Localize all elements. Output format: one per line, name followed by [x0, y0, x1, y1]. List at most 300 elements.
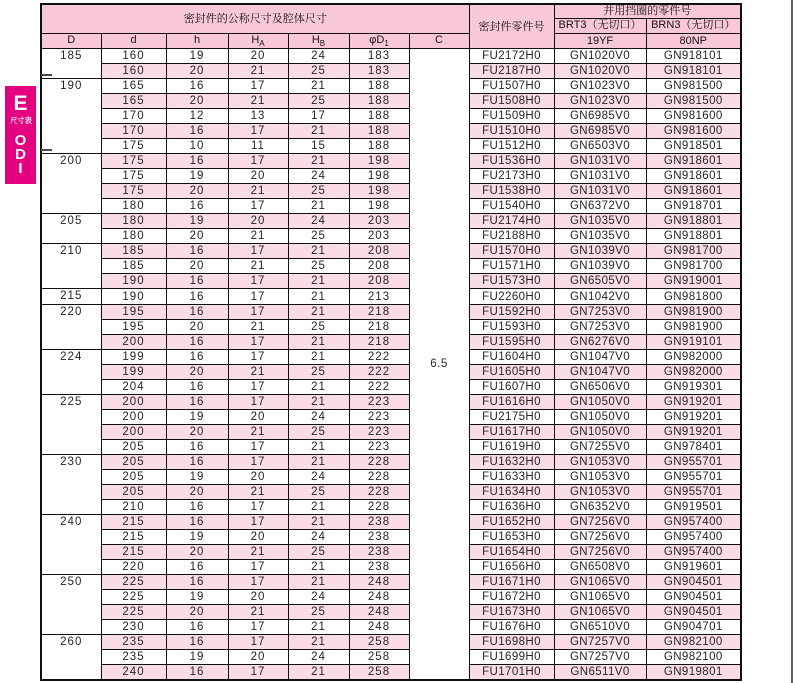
- seal-part-number-cell: FU1673H0: [469, 605, 554, 620]
- dimension-cell: 17: [288, 109, 349, 124]
- seal-part-number-cell: FU1507H0: [469, 79, 554, 94]
- brt3-ring-part-cell: GN7256V0: [554, 545, 646, 560]
- dimension-cell: 20: [166, 365, 228, 380]
- dimension-cell: 218: [349, 320, 409, 335]
- dimension-cell: 195: [101, 320, 166, 335]
- dimension-cell: 215: [101, 530, 166, 545]
- dimension-cell: 17: [228, 635, 288, 650]
- table-row: [41, 154, 741, 169]
- table-row: [41, 365, 741, 380]
- col-header-D: D: [41, 33, 101, 49]
- seal-part-number-cell: FU1605H0: [469, 365, 554, 380]
- page-edge-line: [791, 0, 793, 683]
- dimension-cell: 203: [349, 214, 409, 229]
- table-row: [41, 395, 741, 410]
- dimension-cell: 20: [166, 64, 228, 79]
- dimension-cell: 16: [166, 440, 228, 455]
- fold-mark: [41, 74, 52, 76]
- seal-part-number-cell: FU1592H0: [469, 305, 554, 320]
- brt3-ring-part-cell: GN7253V0: [554, 305, 646, 320]
- brt3-ring-part-cell: GN6508V0: [554, 560, 646, 575]
- dimension-cell: 17: [228, 199, 288, 214]
- dimension-cell: 16: [166, 274, 228, 289]
- brn3-ring-part-cell: GN919201: [646, 425, 741, 440]
- brt3-ring-part-cell: GN1047V0: [554, 350, 646, 365]
- table-row: [41, 320, 741, 335]
- dimension-cell: 25: [288, 229, 349, 244]
- dimension-cell: 15: [288, 139, 349, 154]
- seal-part-number-cell: FU1634H0: [469, 485, 554, 500]
- brt3-ring-part-cell: GN7257V0: [554, 635, 646, 650]
- dimension-cell: 17: [228, 575, 288, 590]
- diameter-group-cell: 250: [41, 575, 101, 635]
- dimension-cell: 21: [288, 154, 349, 169]
- series-letter: I: [18, 160, 23, 177]
- brt3-ring-part-cell: GN1050V0: [554, 395, 646, 410]
- dimension-cell: 16: [166, 455, 228, 470]
- dimension-cell: 21: [288, 575, 349, 590]
- table-row: [41, 64, 741, 79]
- diameter-group-cell: 200: [41, 154, 101, 214]
- table-row: [41, 575, 741, 590]
- dimension-cell: 20: [166, 485, 228, 500]
- dimension-cell: 222: [349, 350, 409, 365]
- dimension-cell: 228: [349, 485, 409, 500]
- dimension-cell: 21: [288, 455, 349, 470]
- table-row: [41, 650, 741, 665]
- dimension-cell: 183: [349, 64, 409, 79]
- dimension-cell: 21: [228, 425, 288, 440]
- dimension-cell: 238: [349, 545, 409, 560]
- dimension-cell: 248: [349, 620, 409, 635]
- brt3-ring-part-cell: GN1020V0: [554, 64, 646, 79]
- seal-part-number-cell: FU1604H0: [469, 350, 554, 365]
- ring-code-19yf-header: 19YF: [554, 33, 646, 49]
- diameter-group-cell: 260: [41, 635, 101, 680]
- dimension-cell: 165: [101, 79, 166, 94]
- dimension-cell: 21: [228, 545, 288, 560]
- dimension-cell: 17: [228, 335, 288, 350]
- table-row: [41, 79, 741, 94]
- dimension-cell: 21: [288, 335, 349, 350]
- brn3-ring-part-cell: GN918701: [646, 199, 741, 214]
- dimension-cell: 198: [349, 169, 409, 184]
- seal-part-number-cell: FU1652H0: [469, 515, 554, 530]
- dimension-cell: 198: [349, 154, 409, 169]
- table-row: [41, 199, 741, 214]
- seal-part-number-header: 密封件零件号: [469, 4, 554, 49]
- dimension-cell: 225: [101, 590, 166, 605]
- seal-part-number-cell: FU1540H0: [469, 199, 554, 214]
- brn3-ring-part-cell: GN904701: [646, 620, 741, 635]
- dimension-cell: 19: [166, 650, 228, 665]
- brt3-ring-part-cell: GN7256V0: [554, 515, 646, 530]
- seal-part-number-cell: FU1571H0: [469, 259, 554, 274]
- dimension-cell: 21: [228, 365, 288, 380]
- brn3-ring-part-cell: GN955701: [646, 470, 741, 485]
- brn3-ring-part-cell: GN919801: [646, 665, 741, 680]
- brt3-ring-part-cell: GN1031V0: [554, 169, 646, 184]
- dimension-cell: 200: [101, 410, 166, 425]
- seal-part-number-cell: FU1676H0: [469, 620, 554, 635]
- brn3-ring-part-cell: GN919601: [646, 560, 741, 575]
- dimension-cell: 21: [228, 64, 288, 79]
- dimension-cell: 17: [228, 440, 288, 455]
- table-row: [41, 635, 741, 650]
- brn3-ring-part-cell: GN981700: [646, 244, 741, 259]
- brn3-ring-part-cell: GN982100: [646, 650, 741, 665]
- dimension-cell: 223: [349, 395, 409, 410]
- dimension-cell: 24: [288, 530, 349, 545]
- brn3-ring-part-cell: GN982100: [646, 635, 741, 650]
- dimension-cell: 17: [228, 515, 288, 530]
- dimension-cell: 220: [101, 560, 166, 575]
- table-row: [41, 500, 741, 515]
- dimension-cell: 20: [228, 470, 288, 485]
- table-row: [41, 109, 741, 124]
- seal-part-number-cell: FU1570H0: [469, 244, 554, 259]
- table-row: [41, 184, 741, 199]
- dimension-cell: 25: [288, 320, 349, 335]
- dimension-cell: 16: [166, 635, 228, 650]
- brn3-ring-part-cell: GN904501: [646, 575, 741, 590]
- dimension-cell: 19: [166, 214, 228, 229]
- dimension-cell: 21: [288, 199, 349, 214]
- brt3-ring-part-cell: GN1065V0: [554, 590, 646, 605]
- seal-part-number-cell: FU1619H0: [469, 440, 554, 455]
- dimension-cell: 188: [349, 124, 409, 139]
- dimension-cell: 238: [349, 530, 409, 545]
- seal-part-number-cell: FU1632H0: [469, 455, 554, 470]
- dimension-cell: 190: [101, 274, 166, 289]
- seal-part-number-cell: FU1698H0: [469, 635, 554, 650]
- dimension-cell: 199: [101, 350, 166, 365]
- seal-dimensions-table: [40, 3, 742, 681]
- dimension-cell: 203: [349, 229, 409, 244]
- brn3-ring-part-cell: GN918601: [646, 169, 741, 184]
- dimension-cell: 19: [166, 470, 228, 485]
- dimension-cell: 235: [101, 635, 166, 650]
- brn3-ring-part-cell: GN982000: [646, 350, 741, 365]
- col-header-h: h: [166, 33, 228, 49]
- seal-part-number-cell: FU1654H0: [469, 545, 554, 560]
- brt3-ring-part-cell: GN1047V0: [554, 365, 646, 380]
- dimension-cell: 20: [228, 214, 288, 229]
- table-row: [41, 485, 741, 500]
- table-row: [41, 169, 741, 184]
- seal-part-number-cell: FU1607H0: [469, 380, 554, 395]
- table-row: [41, 440, 741, 455]
- seal-part-number-cell: FU2174H0: [469, 214, 554, 229]
- brn3-ring-part-cell: GN981800: [646, 289, 741, 305]
- dimension-cell: 228: [349, 500, 409, 515]
- table-row: [41, 545, 741, 560]
- dimension-cell: 205: [101, 485, 166, 500]
- ring-type-brn3-header: BRN3（无切口）: [646, 18, 741, 33]
- dimension-cell: 188: [349, 79, 409, 94]
- seal-part-number-cell: FU2260H0: [469, 289, 554, 305]
- dimension-cell: 17: [228, 79, 288, 94]
- fold-mark: [41, 149, 52, 151]
- dimension-cell: 223: [349, 410, 409, 425]
- dimension-cell: 165: [101, 94, 166, 109]
- dimension-cell: 21: [288, 635, 349, 650]
- brt3-ring-part-cell: GN1020V0: [554, 49, 646, 64]
- dimension-cell: 17: [228, 620, 288, 635]
- diameter-group-cell: 224: [41, 350, 101, 395]
- dimension-cell: 16: [166, 575, 228, 590]
- dimension-cell: 188: [349, 139, 409, 154]
- dimension-cell: 24: [288, 49, 349, 64]
- brt3-ring-part-cell: GN1023V0: [554, 79, 646, 94]
- seal-part-number-cell: FU1538H0: [469, 184, 554, 199]
- brt3-ring-part-cell: GN6372V0: [554, 199, 646, 214]
- dimension-cell: 21: [228, 485, 288, 500]
- dimension-cell: 248: [349, 575, 409, 590]
- dimension-cell: 21: [288, 79, 349, 94]
- dimension-cell: 248: [349, 590, 409, 605]
- dimension-cell: 19: [166, 530, 228, 545]
- dimension-cell: 240: [101, 665, 166, 680]
- dimension-cell: 13: [228, 109, 288, 124]
- seal-part-number-cell: FU1616H0: [469, 395, 554, 410]
- brn3-ring-part-cell: GN919201: [646, 410, 741, 425]
- col-header-phiD1: $\varphi D_1$: [349, 33, 409, 49]
- dimension-cell: 208: [349, 244, 409, 259]
- dimension-cell: 17: [228, 560, 288, 575]
- brn3-ring-part-cell: GN981700: [646, 259, 741, 274]
- series-letter: O: [14, 132, 27, 149]
- dimension-cell: 170: [101, 109, 166, 124]
- brn3-ring-part-cell: GN919001: [646, 274, 741, 289]
- diameter-group-cell: 190: [41, 79, 101, 154]
- table-row: [41, 259, 741, 274]
- dimension-cell: 16: [166, 380, 228, 395]
- brn3-ring-part-cell: GN955701: [646, 485, 741, 500]
- brt3-ring-part-cell: GN1050V0: [554, 425, 646, 440]
- dimension-cell: 180: [101, 229, 166, 244]
- dimension-cell: 223: [349, 440, 409, 455]
- dimension-cell: 16: [166, 500, 228, 515]
- brn3-ring-part-cell: GN918801: [646, 229, 741, 244]
- dimension-cell: 20: [166, 184, 228, 199]
- dimension-cell: 20: [228, 650, 288, 665]
- dimension-cell: 17: [228, 124, 288, 139]
- diameter-group-cell: 240: [41, 515, 101, 575]
- seal-part-number-cell: FU1536H0: [469, 154, 554, 169]
- dimension-cell: 205: [101, 455, 166, 470]
- dimension-cell: 25: [288, 485, 349, 500]
- dimension-cell: 175: [101, 184, 166, 199]
- dimension-cell: 21: [228, 320, 288, 335]
- dimension-cell: 210: [101, 500, 166, 515]
- dimension-cell: 10: [166, 139, 228, 154]
- dimension-cell: 198: [349, 184, 409, 199]
- brt3-ring-part-cell: GN6985V0: [554, 124, 646, 139]
- dimension-cell: 25: [288, 64, 349, 79]
- section-tab: [5, 86, 36, 184]
- dimension-cell: 21: [288, 350, 349, 365]
- table-row: [41, 620, 741, 635]
- section-tab-letter: E: [13, 92, 28, 115]
- diameter-group-cell: 225: [41, 395, 101, 455]
- dimension-cell: 16: [166, 560, 228, 575]
- dimension-cell: 195: [101, 305, 166, 320]
- dimension-cell: 248: [349, 605, 409, 620]
- dimension-cell: 17: [228, 274, 288, 289]
- dimension-cell: 258: [349, 650, 409, 665]
- diameter-group-cell: 210: [41, 244, 101, 289]
- seal-part-number-cell: FU2187H0: [469, 64, 554, 79]
- dimension-cell: 16: [166, 199, 228, 214]
- dimension-cell: 208: [349, 259, 409, 274]
- table-row: [41, 590, 741, 605]
- dimension-cell: 160: [101, 64, 166, 79]
- dimension-cell: 16: [166, 350, 228, 365]
- brt3-ring-part-cell: GN1039V0: [554, 244, 646, 259]
- seal-part-number-cell: FU1699H0: [469, 650, 554, 665]
- table-row: [41, 350, 741, 365]
- dimension-cell: 190: [101, 289, 166, 305]
- section-tab-label: 尺寸表: [9, 116, 32, 125]
- dimension-cell: 21: [288, 274, 349, 289]
- brn3-ring-part-cell: GN957400: [646, 515, 741, 530]
- table-row: [41, 305, 741, 320]
- dimension-cell: 238: [349, 560, 409, 575]
- brt3-ring-part-cell: GN1053V0: [554, 470, 646, 485]
- dimension-cell: 258: [349, 635, 409, 650]
- dimension-cell: 21: [288, 244, 349, 259]
- table-row: [41, 410, 741, 425]
- dimension-cell: 20: [228, 169, 288, 184]
- dimension-cell: 24: [288, 470, 349, 485]
- dimension-cell: 25: [288, 605, 349, 620]
- dimension-cell: 19: [166, 169, 228, 184]
- seal-part-number-cell: FU2173H0: [469, 169, 554, 184]
- dimension-cell: 175: [101, 154, 166, 169]
- dimension-cell: 228: [349, 470, 409, 485]
- brn3-ring-part-cell: GN918501: [646, 139, 741, 154]
- dimension-cell: 17: [228, 305, 288, 320]
- dimension-cell: 205: [101, 470, 166, 485]
- table-row: [41, 470, 741, 485]
- dimension-cell: 16: [166, 665, 228, 680]
- dimension-cell: 17: [228, 289, 288, 305]
- table-row: [41, 605, 741, 620]
- table-row: [41, 244, 741, 259]
- dimension-cell: 21: [288, 440, 349, 455]
- table-row: [41, 455, 741, 470]
- dimension-cell: 17: [228, 350, 288, 365]
- brn3-ring-part-cell: GN919201: [646, 395, 741, 410]
- dimension-cell: 16: [166, 79, 228, 94]
- dimension-cell: 25: [288, 259, 349, 274]
- brn3-ring-part-cell: GN918601: [646, 184, 741, 199]
- seal-part-number-cell: FU2175H0: [469, 410, 554, 425]
- dimension-cell: 215: [101, 545, 166, 560]
- dimension-cell: 225: [101, 575, 166, 590]
- table-row: [41, 425, 741, 440]
- dimension-cell: 25: [288, 94, 349, 109]
- brn3-ring-part-cell: GN919501: [646, 500, 741, 515]
- table-row: [41, 124, 741, 139]
- table-row: [41, 94, 741, 109]
- seal-part-number-cell: FU2172H0: [469, 49, 554, 64]
- dimension-cell: 225: [101, 605, 166, 620]
- series-letter: D: [15, 146, 26, 163]
- dimension-cell: 21: [288, 380, 349, 395]
- brt3-ring-part-cell: GN1035V0: [554, 229, 646, 244]
- dimension-cell: 175: [101, 169, 166, 184]
- dimension-cell: 170: [101, 124, 166, 139]
- brn3-ring-part-cell: GN918601: [646, 154, 741, 169]
- dimension-cell: 199: [101, 365, 166, 380]
- dims-group-header: 密封件的公称尺寸及腔体尺寸: [41, 4, 469, 33]
- brn3-ring-part-cell: GN978401: [646, 440, 741, 455]
- brn3-ring-part-cell: GN957400: [646, 530, 741, 545]
- ring-group-header: 并用挡圈的零件号: [554, 4, 741, 18]
- dimension-cell: 21: [288, 665, 349, 680]
- dimension-cell: 24: [288, 410, 349, 425]
- dimension-cell: 21: [228, 605, 288, 620]
- dimension-cell: 188: [349, 109, 409, 124]
- dimension-cell: 17: [228, 244, 288, 259]
- dimension-cell: 16: [166, 515, 228, 530]
- dimension-cell: 24: [288, 214, 349, 229]
- brt3-ring-part-cell: GN1023V0: [554, 94, 646, 109]
- table-row: [41, 139, 741, 154]
- brn3-ring-part-cell: GN955701: [646, 455, 741, 470]
- dimension-cell: 222: [349, 380, 409, 395]
- dimension-cell: 21: [288, 395, 349, 410]
- seal-part-number-cell: FU1512H0: [469, 139, 554, 154]
- brt3-ring-part-cell: GN7255V0: [554, 440, 646, 455]
- dimension-cell: 204: [101, 380, 166, 395]
- dimension-cell: 21: [288, 560, 349, 575]
- table-body: [41, 49, 741, 680]
- dimension-cell: 198: [349, 199, 409, 214]
- dimension-cell: 12: [166, 109, 228, 124]
- dimension-cell: 160: [101, 49, 166, 64]
- dimension-cell: 238: [349, 515, 409, 530]
- table-row: [41, 274, 741, 289]
- table-row: [41, 214, 741, 229]
- table-row: [41, 335, 741, 350]
- dimension-cell: 20: [228, 590, 288, 605]
- dimension-cell: 25: [288, 425, 349, 440]
- brn3-ring-part-cell: GN904501: [646, 605, 741, 620]
- dimension-cell: 17: [228, 665, 288, 680]
- dimension-cell: 21: [288, 305, 349, 320]
- brn3-ring-part-cell: GN981900: [646, 305, 741, 320]
- diameter-group-cell: 230: [41, 455, 101, 515]
- diameter-group-cell: 185: [41, 49, 101, 79]
- dimension-cell: 20: [166, 94, 228, 109]
- seal-part-number-cell: FU1701H0: [469, 665, 554, 680]
- col-header-C: C: [409, 33, 469, 49]
- brt3-ring-part-cell: GN7253V0: [554, 320, 646, 335]
- col-header-HB: $H_B$: [288, 33, 349, 49]
- dimension-cell: 20: [228, 530, 288, 545]
- dimension-cell: 20: [166, 605, 228, 620]
- col-header-d: d: [101, 33, 166, 49]
- dimension-cell: 16: [166, 289, 228, 305]
- dimension-cell: 180: [101, 199, 166, 214]
- dimension-cell: 19: [166, 590, 228, 605]
- diameter-group-cell: 220: [41, 305, 101, 350]
- seal-part-number-cell: FU1636H0: [469, 500, 554, 515]
- seal-part-number-cell: FU1508H0: [469, 94, 554, 109]
